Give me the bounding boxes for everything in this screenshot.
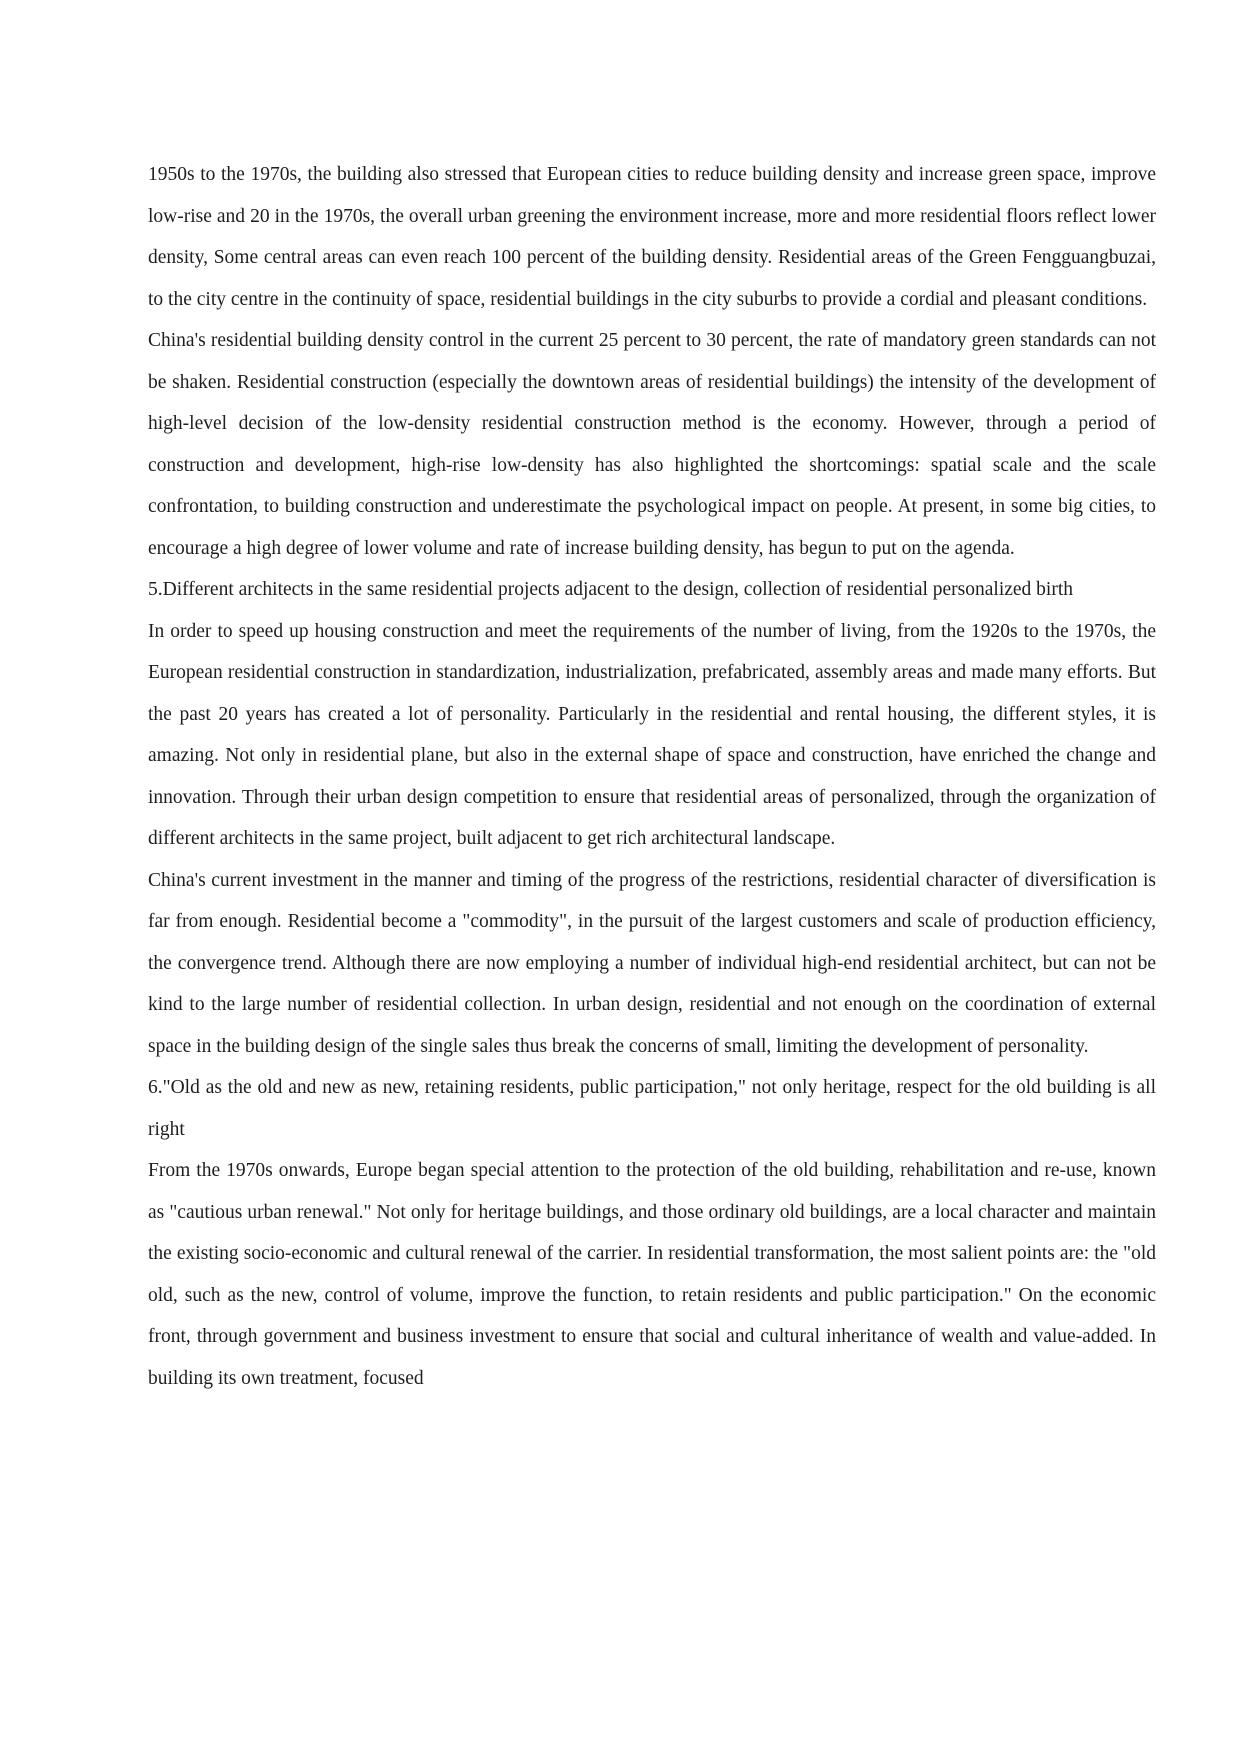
paragraph-low-density-europe: 1950s to the 1970s, the building also stressed that European cities to reduce building density and increase green space, improve low-rise and 20 in the 1970s, the overall urban greening the environment increase, more and more residential floors reflect lower density, Some central areas can even reach 100 percent of the building density. Residential areas of the Green Fengguangbuzai, to the city centre in the continuity of space, residential buildings in the city suburbs to provide a cordial and pleasant conditions. xyxy=(148,164,1156,310)
paragraph-cautious-urban-renewal: From the 1970s onwards, Europe began special attention to the protection of the old building, rehabilitation and re-use, known as "cautious urban renewal." Not only for heritage buildings, and those ordinary old buildings, are a local character and maintain the existing socio-economic and cultural renewal of the carrier. In residential transformation, the most salient points are: the "old old, such as the new, control of volume, improve the function, to retain residents and public participation." On the economic front, through government and business investment to ensure that social and cultural inheritance of wealth and value-added. In building its own treatment, focused xyxy=(148,1160,1156,1389)
section-heading-6: 6."Old as the old and new as new, retaining residents, public participation," not only heritage, respect for the old building is all right xyxy=(148,1077,1156,1140)
paragraph-european-standardization: In order to speed up housing construction and meet the requirements of the number of living, from the 1920s to the 1970s, the European residential construction in standardization, industrialization, prefabricated, assembly areas and made many efforts. But the past 20 years has created a lot of personality. Particularly in the residential and rental housing, the different styles, it is amazing. Not only in residential plane, but also in the external shape of space and construction, have enriched the change and innovation. Through their urban design competition to ensure that residential areas of personalized, through the organization of different architects in the same project, built adjacent to get rich architectural landscape. xyxy=(148,620,1156,849)
paragraph-china-density-control: China's residential building density control in the current 25 percent to 30 percent, the rate of mandatory green standards can not be shaken. Residential construction (especially the downtown areas of residential buildings) the intensity of the development of high-level decision of the low-density residential construction method is the economy. However, through a period of construction and development, high-rise low-density has also highlighted the shortcomings: spatial scale and the scale confrontation, to building construction and underestimate the psychological impact on people. At present, in some big cities, to encourage a high degree of lower volume and rate of increase building density, has begun to put on the agenda. xyxy=(148,330,1156,559)
paragraph-china-investment: China's current investment in the manner and timing of the progress of the restrictions, residential character of diversification is far from enough. Residential become a "commodity", in the pursuit of the largest customers and scale of production efficiency, the convergence trend. Although there are now employing a number of individual high-end residential architect, but can not be kind to the large number of residential collection. In urban design, residential and not enough on the coordination of external space in the building design of the single sales thus break the concerns of small, limiting the development of personality. xyxy=(148,869,1156,1057)
section-heading-5: 5.Different architects in the same residential projects adjacent to the design, collection of residential personalized birth xyxy=(148,579,1074,600)
document-body xyxy=(148,154,1156,1399)
